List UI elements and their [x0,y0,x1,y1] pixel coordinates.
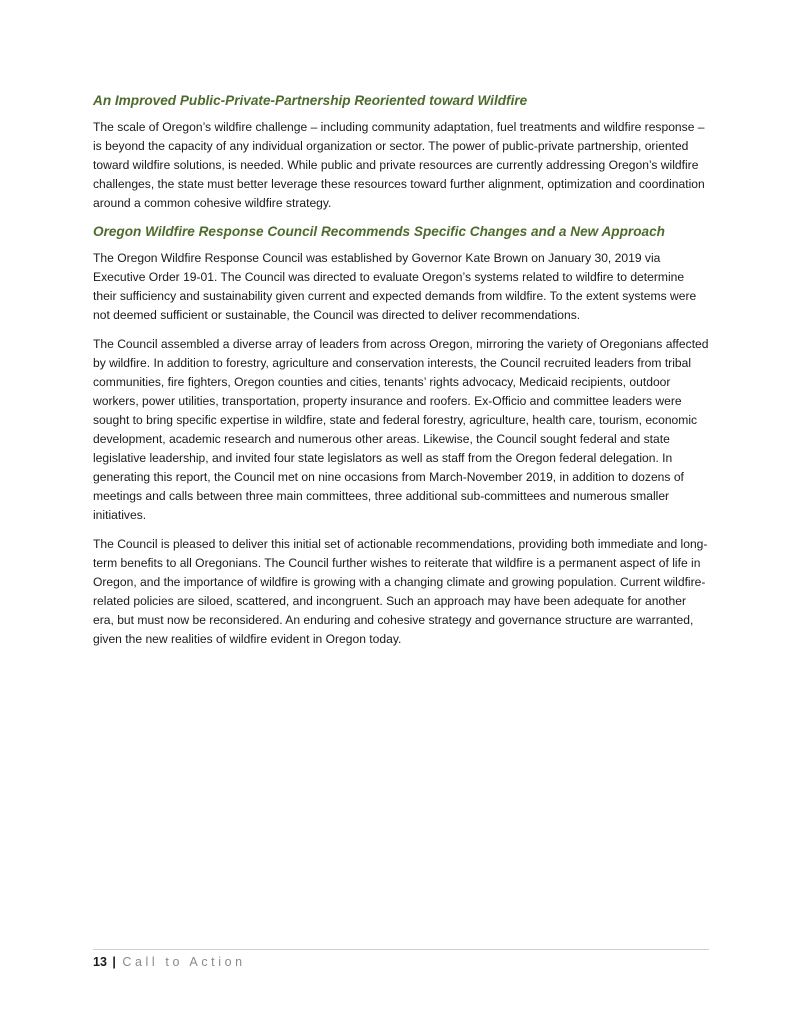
paragraph-council-assembled: The Council assembled a diverse array of leaders from across Oregon, mirroring the variety of Oregonians affected by wildfire. In addition to forestry, agriculture and conservation interests, the Council recruited leaders from tribal communities, fire fighters, Oregon counties and cities, tenants’ rights advocacy, Medicaid recipients, outdoor workers, power utilities, transportation, property insurance and roofers. Ex-Officio and committee leaders were sought to bring specific expertise in wildfire, state and federal forestry, agriculture, health care, tourism, economic development, academic research and numerous other areas. Likewise, the Council sought federal and state legislative leadership, and invited four state legislators as well as staff from the Oregon federal delegation. In generating this report, the Council met on nine occasions from March-November 2019, in addition to dozens of meetings and calls between three main committees, three additional sub-committees and numerous smaller initiatives. [93,337,709,522]
section-heading-public-private-partnership: An Improved Public-Private-Partnership Reoriented toward Wildfire [93,93,528,108]
paragraph-wildfire-challenge: The scale of Oregon’s wildfire challenge – including community adaptation, fuel treatments and wildfire response – is beyond the capacity of any individual organization or sector. The power of public-private partnership, oriented toward wildfire solutions, is needed. While public and private resources are currently addressing Oregon’s wildfire challenges, the state must better leverage these resources toward further alignment, optimization and coordination around a common cohesive wildfire strategy. [93,120,705,210]
section-heading-council-recommendations: Oregon Wildfire Response Council Recommends Specific Changes and a New Approach [93,224,665,239]
paragraph-council-pleased: The Council is pleased to deliver this initial set of actionable recommendations, providing both immediate and long-term benefits to all Oregonians. The Council further wishes to reiterate that wildfire is a permanent aspect of life in Oregon, and the importance of wildfire is growing with a changing climate and growing population. Current wildfire-related policies are siloed, scattered, and incongruent. Such an approach may have been adequate for another era, but must now be reconsidered. An enduring and cohesive strategy and governance structure are warranted, given the new realities of wildfire evident in Oregon today. [93,537,708,646]
document-body [93,92,709,659]
footer-section-label: Call to Action [122,955,246,969]
footer-separator: | [112,955,116,969]
footer-divider [93,949,709,950]
page-number: 13 [93,955,107,969]
paragraph-council-established: The Oregon Wildfire Response Council was established by Governor Kate Brown on January 30, 2019 via Executive Order 19-01. The Council was directed to evaluate Oregon’s systems related to wildfire to determine their sufficiency and sustainability given current and expected demands from wildfire. To the extent systems were not deemed sufficient or sustainable, the Council was directed to deliver recommendations. [93,251,697,322]
page-footer [93,954,246,970]
